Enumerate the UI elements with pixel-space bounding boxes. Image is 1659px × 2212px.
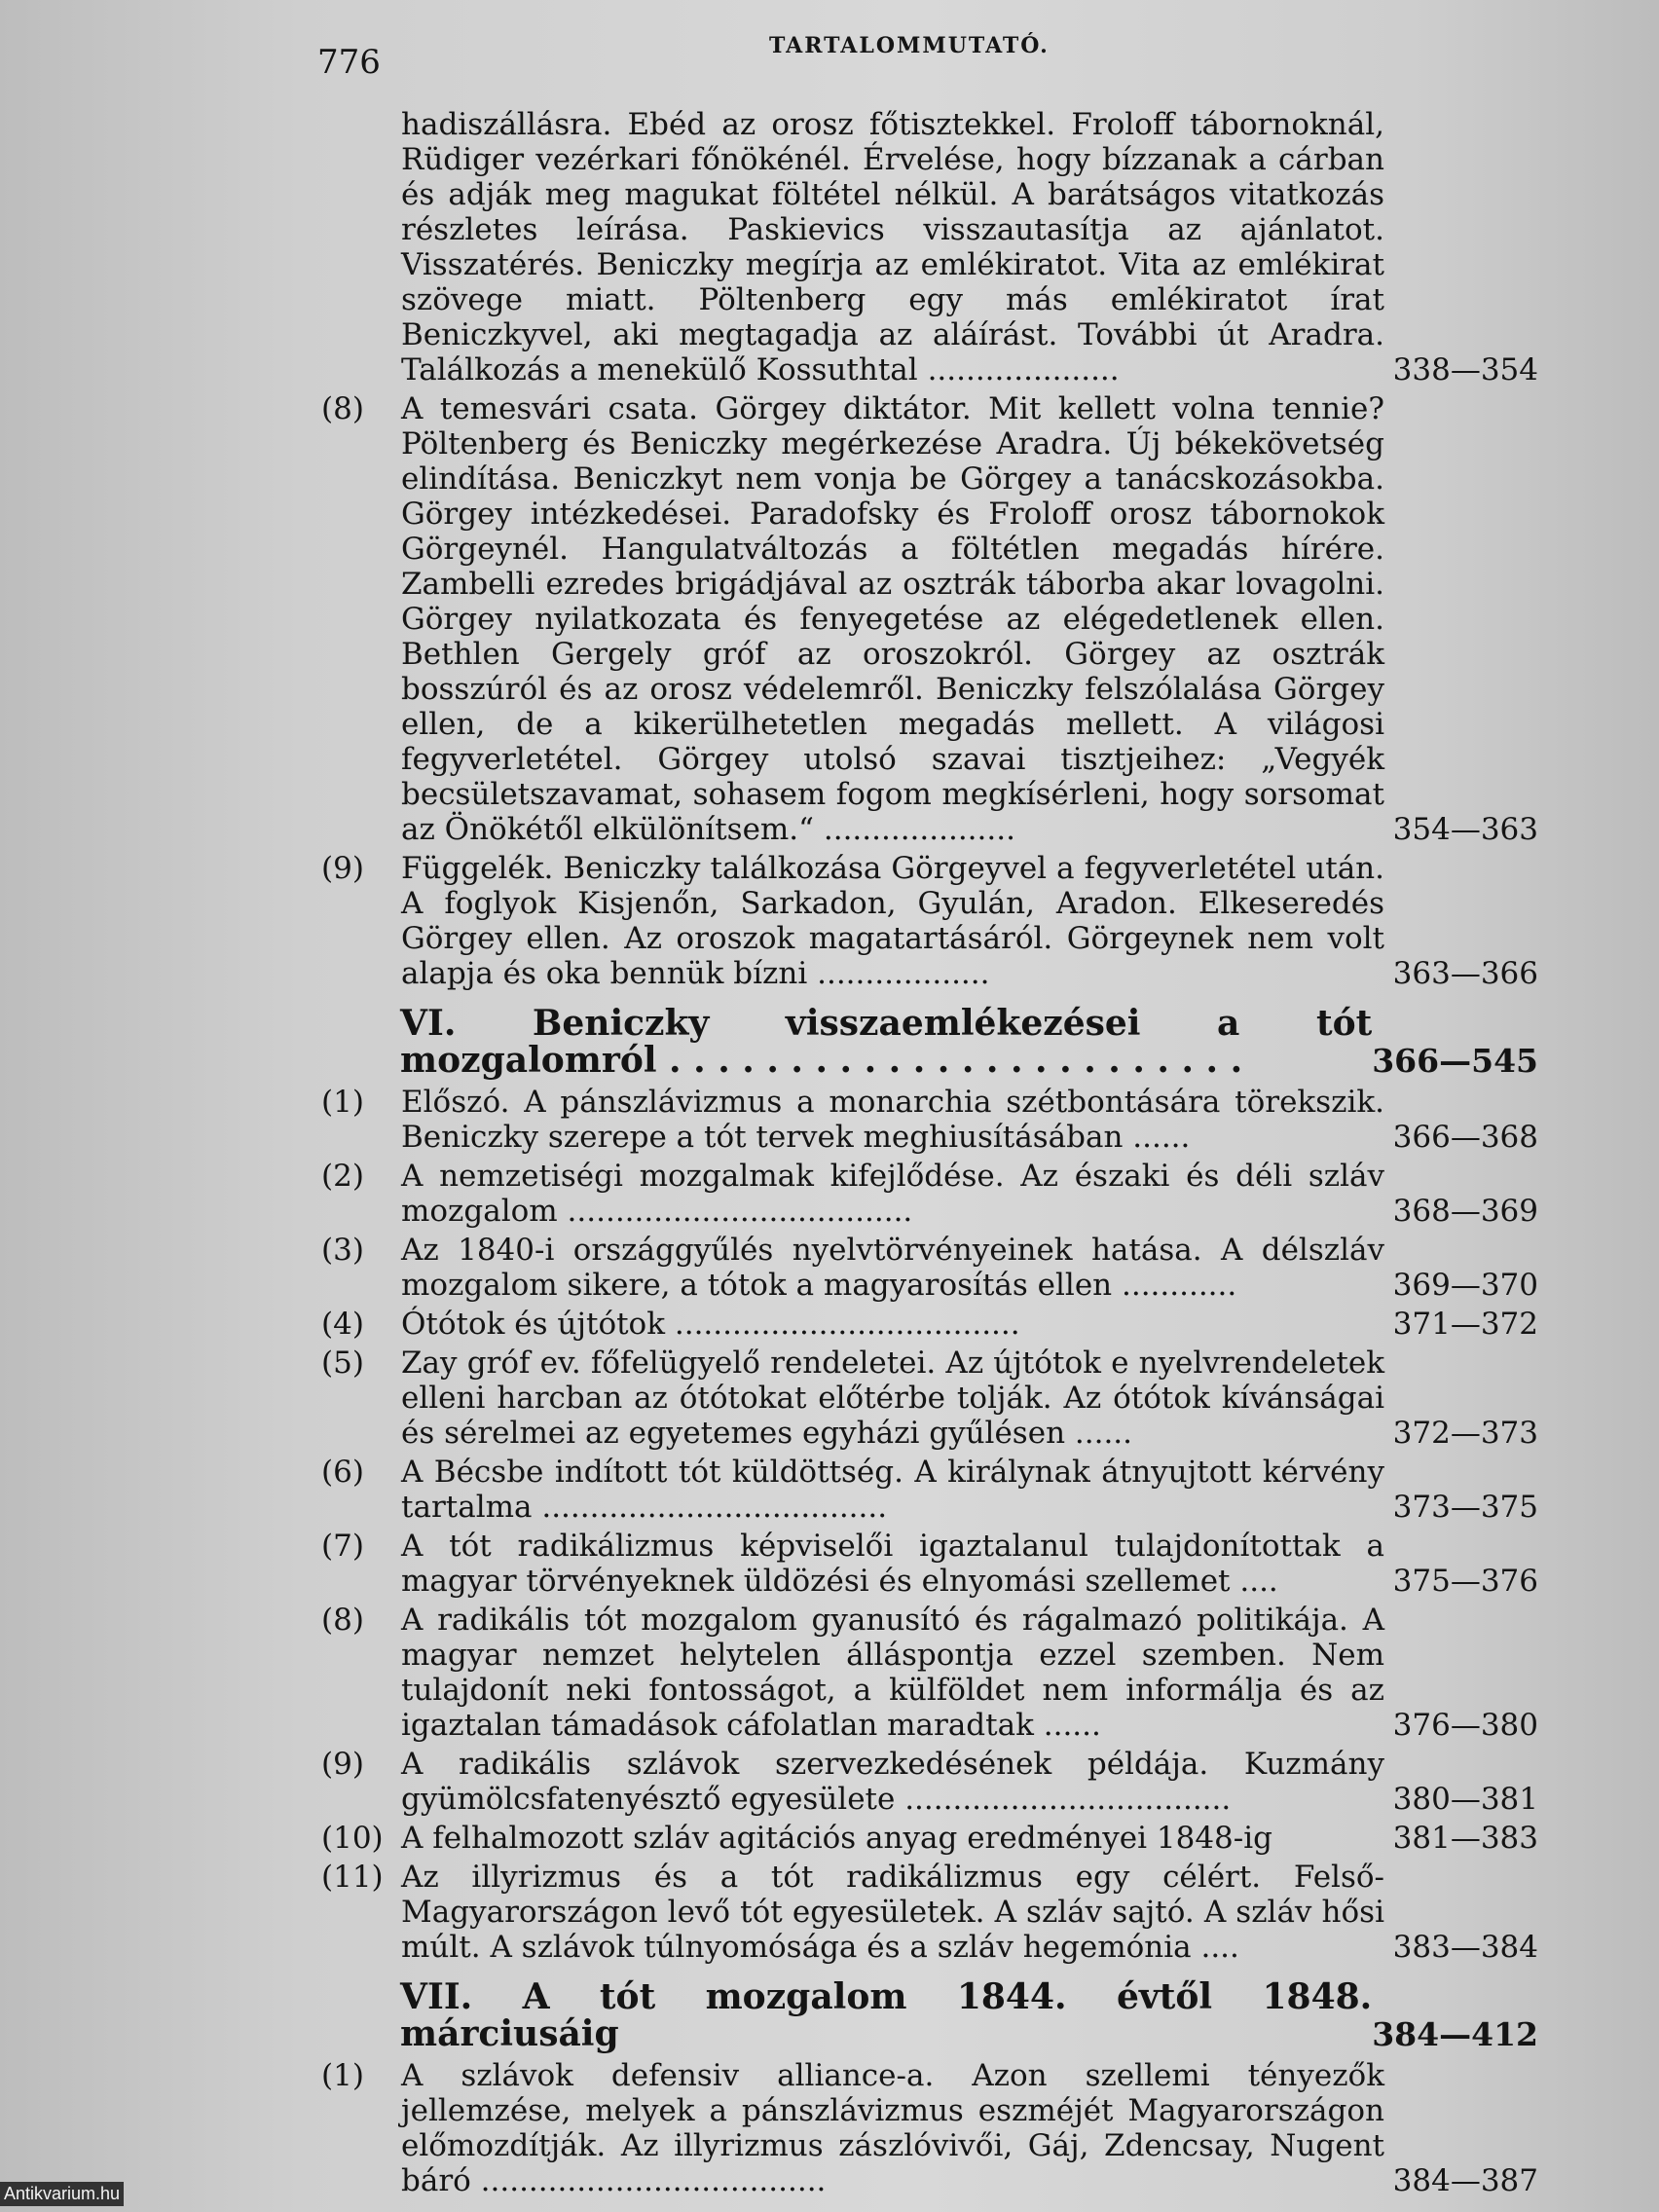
toc-entry xyxy=(321,1307,1538,1342)
toc-entry xyxy=(321,1821,1538,1856)
entry-pages: 338—354 xyxy=(1392,352,1538,387)
entry-pages: 375—376 xyxy=(1392,1564,1538,1599)
entry-number: (11) xyxy=(321,1860,384,1895)
entry-number: (1) xyxy=(321,2058,364,2093)
entry-number: (9) xyxy=(321,1747,364,1782)
toc-entry xyxy=(321,1747,1538,1817)
section-pages: 384—412 xyxy=(1372,2015,1538,2053)
toc-entry xyxy=(321,1860,1538,1965)
entry-pages: 368—369 xyxy=(1392,1194,1538,1229)
entry-pages: 380—381 xyxy=(1392,1782,1538,1817)
entry-text: A Bécsbe indított tót küldöttség. A királynak átnyujtott kérvény tartalma .................................... xyxy=(401,1455,1384,1525)
entry-pages: 381—383 xyxy=(1392,1821,1538,1856)
entry-text: Az 1840-i országgyűlés nyelvtörvényeinek hatása. A délszláv mozgalom sikere, a tótok a magyarosítás ellen ............ xyxy=(401,1233,1384,1303)
entry-number: (8) xyxy=(321,391,364,426)
entry-text: A nemzetiségi mozgalmak kifejlődése. Az északi és déli szláv mozgalom .................................... xyxy=(401,1159,1384,1229)
section-title: VII. A tót mozgalom 1844. évtől 1848. márciusáig xyxy=(400,1976,1373,2054)
entry-text: A temesvári csata. Görgey diktátor. Mit kellett volna tennie? Pöltenberg és Beniczky megérkezése Aradra. Új békekövetség elindítása. Beniczkyt nem vonja be Görgey a tanácskozásokba. Görgey intézkedései. Paradofsky és Froloff orosz tábornokok Görgeynél. Hangulatváltozás a föltétlen megadás hírére. Zambelli ezredes brigádjával az osztrák táborba akar lovagolni. Görgey nyilatkozata és fenyegetése az elégedetlenek ellen. Bethlen Gergely gróf az oroszokról. Görgey az osztrák bosszúról és az orosz védelemről. Beniczky felszólalása Görgey ellen, de a kikerülhetetlen megadás mellett. A világosi fegyverletétel. Görgey utolsó szavai tisztjeihez: „Vegyék becsületszavamat, sohasem fogom megkísérleni, hogy sorsomat az Önökétől elkülönítsem.“ .................... xyxy=(401,391,1384,847)
entry-number: (5) xyxy=(321,1346,364,1381)
entry-number: (10) xyxy=(321,1821,384,1856)
toc-entry xyxy=(321,1085,1538,1155)
section-heading-vi xyxy=(321,1005,1538,1079)
entry-number: (3) xyxy=(321,1233,364,1268)
entry-number: (8) xyxy=(321,1603,364,1638)
section-heading-vii xyxy=(321,1978,1538,2052)
toc-entry xyxy=(321,1603,1538,1743)
entry-text: A radikális szlávok szervezkedésének példája. Kuzmány gyümölcsfatenyésztő egyesülete .................................. xyxy=(401,1747,1384,1817)
entry-number: (1) xyxy=(321,1085,364,1120)
entry-text: Előszó. A pánszlávizmus a monarchia szétbontására törekszik. Beniczky szerepe a tót tervek meghiusításában ...... xyxy=(401,1085,1384,1155)
toc-entry xyxy=(321,107,1538,387)
entry-pages: 371—372 xyxy=(1392,1307,1538,1342)
entry-pages: 363—366 xyxy=(1392,956,1538,991)
entry-pages: 354—363 xyxy=(1392,812,1538,847)
entry-pages: 383—384 xyxy=(1392,1930,1538,1965)
toc-entry xyxy=(321,1159,1538,1229)
entry-text: Ótótok és újtótok .................................... xyxy=(401,1307,1020,1342)
entry-number: (4) xyxy=(321,1307,364,1342)
entry-text: A radikális tót mozgalom gyanusító és rágalmazó politikája. A magyar nemzet helytelen álláspontja ezzel szemben. Nem tulajdonít neki fontosságot, a külföldet nem informálja és az igaztalan támadások cáfolatlan maradtak ...... xyxy=(401,1603,1384,1743)
entry-text: A felhalmozott szláv agitációs anyag eredményei 1848-ig xyxy=(401,1821,1273,1856)
running-head: TARTALOMMUTATÓ. xyxy=(769,33,1050,58)
entry-pages: 369—370 xyxy=(1392,1268,1538,1303)
entry-number: (7) xyxy=(321,1529,364,1564)
entry-pages: 372—373 xyxy=(1392,1416,1538,1451)
entry-text: A tót radikálizmus képviselői igaztalanul tulajdonítottak a magyar törvényeknek üldözési és elnyomási szellemet .... xyxy=(401,1529,1384,1599)
entry-pages: 376—380 xyxy=(1392,1708,1538,1743)
entry-text: Az illyrizmus és a tót radikálizmus egy célért. Felső-Magyarországon levő tót egyesületek. A szláv sajtó. A szláv hősi múlt. A szlávok túlnyomósága és a szláv hegemónia .... xyxy=(401,1860,1384,1965)
watermark: Antikvarium.hu xyxy=(0,2182,124,2206)
entry-text: Zay gróf ev. főfelügyelő rendeletei. Az újtótok e nyelvrendeletek elleni harcban az ótótokat előtérbe tolják. Az ótótok kívánságai és sérelmei az egyetemes egyházi gyűlésen ...... xyxy=(401,1346,1384,1451)
entry-pages: 373—375 xyxy=(1392,1490,1538,1525)
entry-number: (6) xyxy=(321,1455,364,1490)
entry-pages: 384—387 xyxy=(1392,2163,1538,2198)
entry-text: Függelék. Beniczky találkozása Görgeyvel a fegyverletétel után. A foglyok Kisjenőn, Sarkadon, Gyulán, Aradon. Elkeseredés Görgey ellen. Az oroszok magatartásáról. Görgeynek nem volt alapja és oka bennük bízni .................. xyxy=(401,851,1384,991)
toc-entry xyxy=(321,851,1538,991)
toc-entry xyxy=(321,1346,1538,1451)
toc-entry xyxy=(321,391,1538,847)
entry-text: hadiszállásra. Ebéd az orosz főtisztekkel. Froloff tábornoknál, Rüdiger vezérkari főnökénél. Érvelése, hogy bízzanak a cárban és adják meg magukat föltétel nélkül. A barátságos vitatkozás részletes leírása. Paskievics visszautasítja az ajánlatot. Visszatérés. Beniczky megírja az emlékiratot. Vita az emlékirat szövege miatt. Pöltenberg egy más emlékiratot írat Beniczkyvel, aki megtagadja az aláírást. További út Aradra. Találkozás a menekülő Kossuthtal .................... xyxy=(401,107,1384,387)
entry-text: A szlávok defensiv alliance-a. Azon szellemi tényezők jellemzése, melyek a pánszlávizmus eszméjét Magyarországon előmozdítják. Az illyrizmus zászlóvivői, Gáj, Zdencsay, Nugent báró .................................... xyxy=(401,2058,1384,2198)
toc-entry xyxy=(321,2058,1538,2198)
entry-pages: 366—368 xyxy=(1392,1120,1538,1155)
entry-number: (2) xyxy=(321,1159,364,1194)
section-title: VI. Beniczky visszaemlékezései a tót mozgalomról . . . . . . . . . . . . . . . . . . . . . . . . xyxy=(400,1003,1373,1081)
toc-content xyxy=(321,107,1538,2202)
page-number: 776 xyxy=(317,43,381,82)
toc-entry xyxy=(321,1529,1538,1599)
toc-entry xyxy=(321,1455,1538,1525)
entry-number: (9) xyxy=(321,851,364,886)
section-pages: 366—545 xyxy=(1372,1042,1538,1080)
toc-entry xyxy=(321,1233,1538,1303)
